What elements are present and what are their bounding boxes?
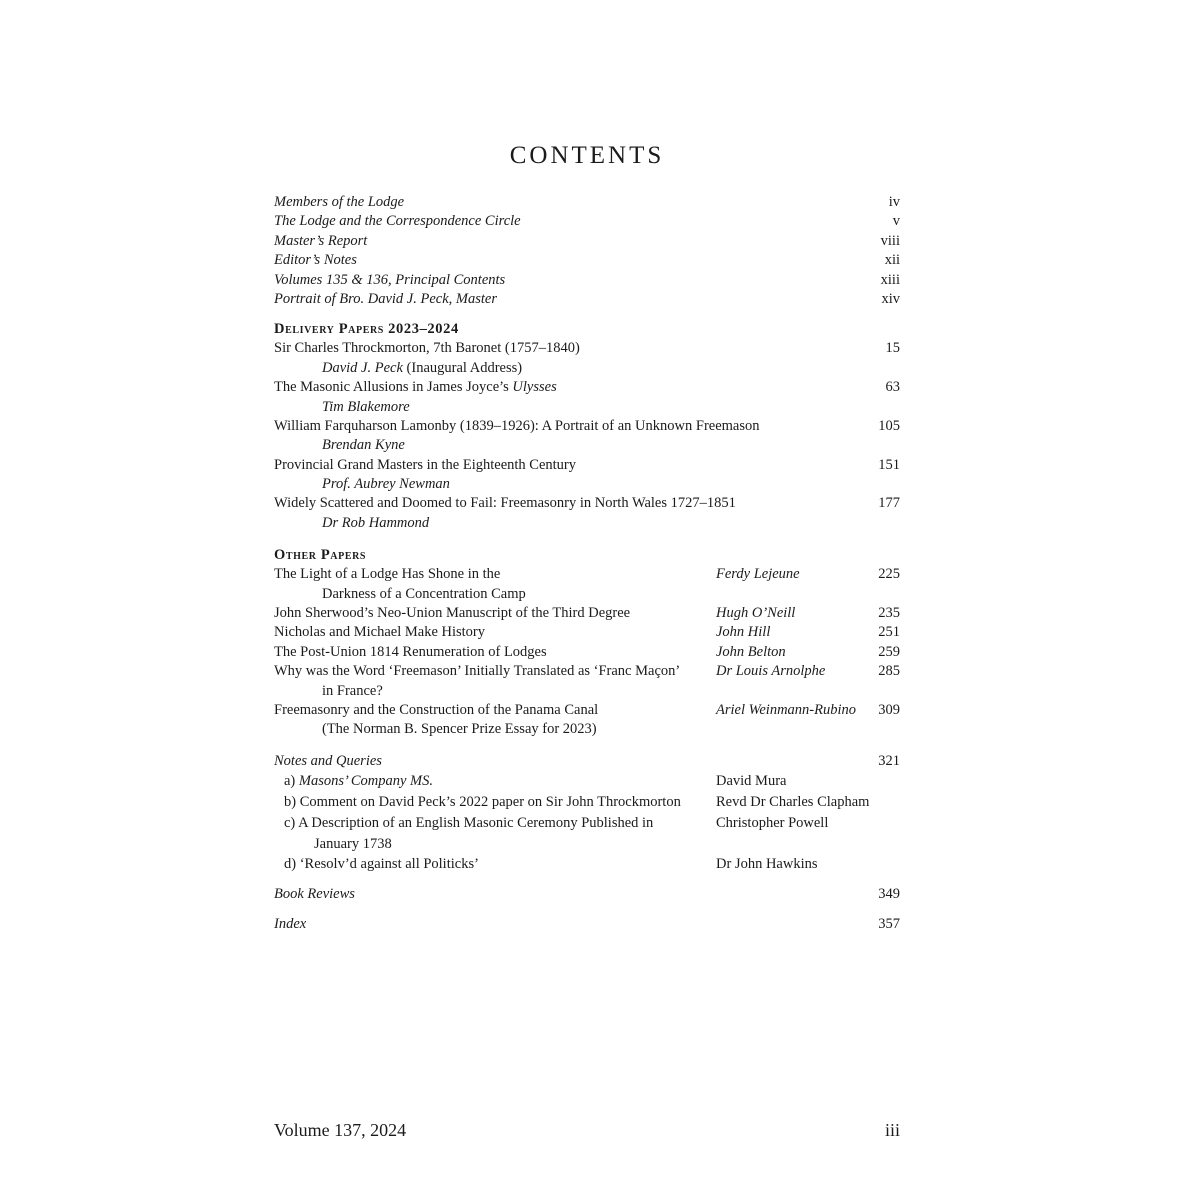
entry-title: Portrait of Bro. David J. Peck, Master <box>274 290 497 307</box>
toc-entry[interactable] <box>274 417 900 436</box>
entry-title: John Sherwood’s Neo-Union Manuscript of the Third Degree <box>274 605 631 622</box>
toc-entry[interactable] <box>274 193 900 212</box>
toc-entry[interactable] <box>274 494 900 513</box>
entry-author-line <box>274 398 900 417</box>
page-number: 357 <box>878 915 900 932</box>
item-author: David Mura <box>716 773 787 790</box>
page-number: 321 <box>878 752 900 769</box>
item-title: A Description of an English Masonic Ceremony Published in <box>298 814 654 831</box>
entry-author: John Hill <box>716 624 771 641</box>
entry-title: The Light of a Lodge Has Shone in the <box>274 566 501 583</box>
entry-title: Volumes 135 & 136, Principal Contents <box>274 271 506 288</box>
page-number: 251 <box>878 624 900 641</box>
entry-author: John Belton <box>716 643 786 660</box>
toc-entry[interactable] <box>274 752 900 771</box>
item-label: a) <box>284 773 299 790</box>
page-number: 151 <box>878 456 900 473</box>
entry-title: Nicholas and Michael Make History <box>274 624 486 641</box>
entry-title-continuation: Darkness of a Concentration Camp <box>322 585 526 602</box>
contents-page <box>274 0 900 1200</box>
entry-title: Notes and Queries <box>274 752 382 769</box>
toc-entry[interactable] <box>274 662 900 681</box>
entry-title-continuation: in France? <box>322 682 383 699</box>
entry-title: Sir Charles Throckmorton, 7th Baronet (1757–1840) <box>274 340 580 357</box>
item-label: d) <box>284 856 300 873</box>
list-item[interactable] <box>274 792 900 813</box>
entry-title-italic: Ulysses <box>512 379 557 396</box>
page-number: 15 <box>885 340 900 357</box>
spacer <box>274 875 900 885</box>
volume-label: Volume 137, 2024 <box>274 1120 407 1140</box>
spacer <box>274 533 900 545</box>
entry-title: William Farquharson Lamonby (1839–1926): A Portrait of an Unknown Freemason <box>274 417 760 434</box>
entry-author: Prof. Aubrey Newman <box>322 476 450 493</box>
item-author: Dr John Hawkins <box>716 856 818 873</box>
section-heading: Delivery Papers 2023–2024 <box>274 321 459 338</box>
table-of-contents <box>274 193 900 934</box>
entry-title: Freemasonry and the Construction of the Panama Canal <box>274 701 599 718</box>
toc-entry[interactable] <box>274 456 900 475</box>
entry-title: Index <box>274 915 307 932</box>
page-number: 309 <box>878 701 900 718</box>
page-number: 105 <box>878 417 900 434</box>
entry-title: Book Reviews <box>274 886 355 903</box>
page-footer <box>274 1118 900 1142</box>
page-number: v <box>892 213 900 230</box>
entry-title: The Masonic Allusions in James Joyce’s <box>274 379 513 396</box>
list-item[interactable] <box>274 813 900 834</box>
other-papers-section <box>274 545 900 740</box>
entry-title: Widely Scattered and Doomed to Fail: Freemasonry in North Wales 1727–1851 <box>274 495 736 512</box>
toc-entry[interactable] <box>274 212 900 231</box>
entry-title-continuation: (The Norman B. Spencer Prize Essay for 2023) <box>322 721 597 738</box>
item-title-italic: Masons’ Company MS. <box>298 773 434 790</box>
toc-entry-book-reviews[interactable] <box>274 885 900 904</box>
item-label: b) <box>284 793 300 810</box>
delivery-papers-section <box>274 319 900 533</box>
entry-continuation-line <box>274 585 900 604</box>
toc-entry[interactable] <box>274 378 900 397</box>
entry-title: Provincial Grand Masters in the Eighteenth Century <box>274 456 577 473</box>
entry-title: Members of the Lodge <box>274 194 405 210</box>
entry-continuation-line <box>274 682 900 701</box>
page-title: CONTENTS <box>509 142 665 169</box>
entry-author-line <box>274 436 900 455</box>
entry-author: Dr Rob Hammond <box>322 514 430 531</box>
page-number: xiv <box>881 290 900 307</box>
entry-title: Master’s Report <box>274 232 368 249</box>
toc-entry[interactable] <box>274 604 900 623</box>
toc-entry-index[interactable] <box>274 915 900 934</box>
entry-title: The Post-Union 1814 Renumeration of Lodges <box>274 643 547 660</box>
author-note: (Inaugural Address) <box>402 359 523 376</box>
item-author: Revd Dr Charles Clapham <box>716 793 870 810</box>
page-number: xii <box>884 252 900 269</box>
entry-author-line <box>274 475 900 494</box>
toc-entry[interactable] <box>274 290 900 309</box>
page-number: 349 <box>878 886 900 903</box>
toc-entry[interactable] <box>274 565 900 584</box>
entry-author: Ferdy Lejeune <box>716 566 800 583</box>
entry-title: The Lodge and the Correspondence Circle <box>274 213 521 230</box>
spacer <box>274 905 900 915</box>
toc-entry[interactable] <box>274 232 900 251</box>
page-number: 285 <box>878 663 900 680</box>
page-number: 177 <box>878 495 900 512</box>
item-author: Christopher Powell <box>716 814 829 831</box>
section-heading: Other Papers <box>274 547 367 564</box>
page-number: viii <box>880 232 900 249</box>
entry-author: Hugh O’Neill <box>716 605 796 622</box>
list-item[interactable] <box>274 771 900 792</box>
page-number: iv <box>888 194 900 210</box>
item-title-continuation: January 1738 <box>314 835 392 852</box>
entry-author-line <box>274 359 900 378</box>
page-number: 235 <box>878 605 900 622</box>
entry-author: Brendan Kyne <box>322 437 405 454</box>
page-number: xiii <box>880 271 900 288</box>
item-title: Comment on David Peck’s 2022 paper on Sir John Throckmorton <box>299 793 681 810</box>
entry-continuation-line <box>274 720 900 739</box>
page-number: 63 <box>885 379 900 396</box>
list-item[interactable] <box>274 854 900 875</box>
front-matter-list <box>274 193 900 309</box>
item-title: ‘Resolv’d against all Politicks’ <box>299 856 479 873</box>
entry-author: David J. Peck <box>322 359 403 376</box>
toc-entry[interactable] <box>274 339 900 358</box>
entry-title: Why was the Word ‘Freemason’ Initially Translated as ‘Franc Maçon’ <box>274 663 681 680</box>
entry-author: Tim Blakemore <box>322 398 410 415</box>
spacer <box>274 740 900 752</box>
entry-title: Editor’s Notes <box>274 252 357 269</box>
spacer <box>274 309 900 319</box>
folio: iii <box>884 1120 900 1140</box>
item-label: c) <box>284 814 299 831</box>
page-number: 225 <box>878 566 900 583</box>
toc-entry[interactable] <box>274 623 900 642</box>
toc-entry[interactable] <box>274 701 900 720</box>
entry-author: Dr Louis Arnolphe <box>716 663 826 680</box>
toc-entry[interactable] <box>274 643 900 662</box>
entry-author: Ariel Weinmann-Rubino <box>716 701 857 718</box>
page-number: 259 <box>878 643 900 660</box>
entry-author-line <box>274 514 900 533</box>
item-continuation-line <box>274 834 900 855</box>
toc-entry[interactable] <box>274 271 900 290</box>
notes-queries-section <box>274 752 900 875</box>
toc-entry[interactable] <box>274 251 900 270</box>
